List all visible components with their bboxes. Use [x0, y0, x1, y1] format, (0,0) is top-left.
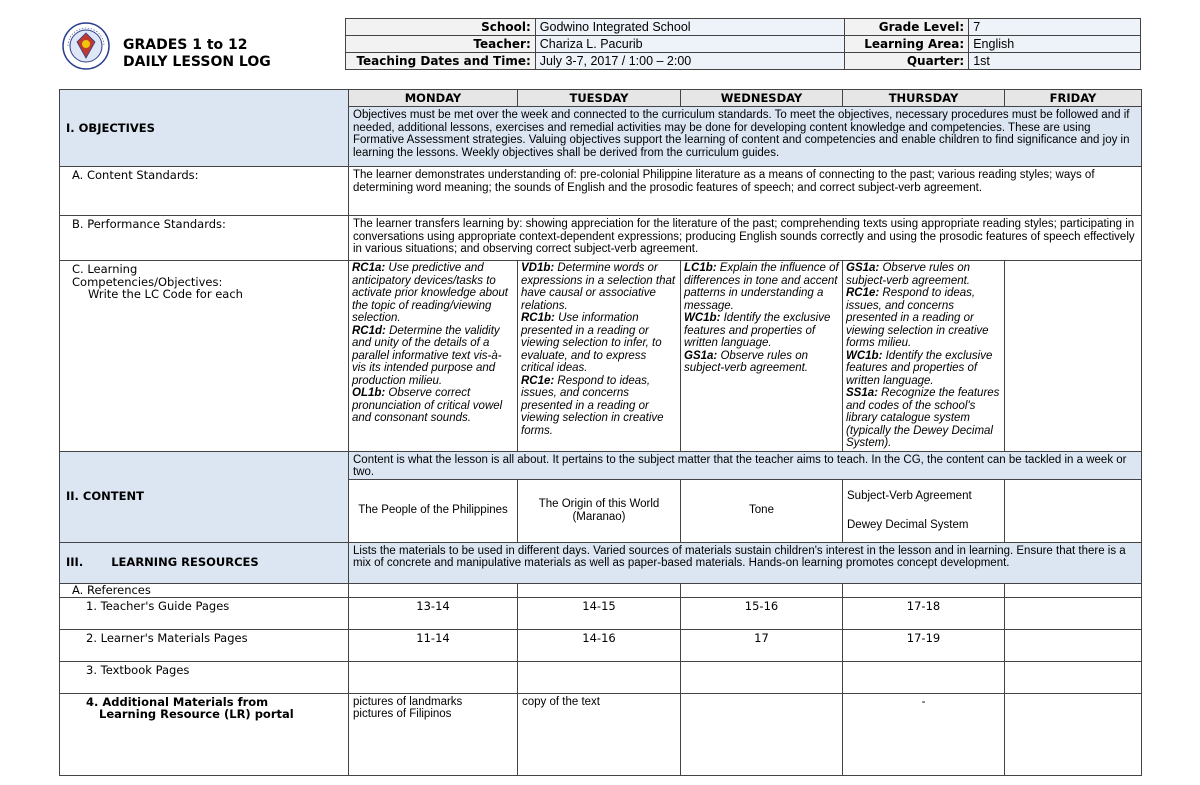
teacher-value: Chariza L. Pacurib: [535, 36, 845, 53]
lc-item: GS1a: Observe rules on subject-verb agreement.: [684, 349, 809, 374]
day-monday: MONDAY: [349, 90, 518, 107]
lc-friday: [1005, 261, 1142, 452]
lesson-log-table: [59, 89, 1142, 776]
teachers-guide-label: 1. Teacher's Guide Pages: [60, 597, 349, 629]
lc-item: LC1b: Explain the influence of differences in tone and accent patterns in understanding a message.: [684, 262, 839, 312]
learning-resources-heading: III. LEARNING RESOURCES: [60, 542, 349, 583]
additional-materials-monday-1: pictures of landmarks: [353, 695, 463, 708]
header-info-table: [345, 18, 1141, 70]
textbook-wednesday: [681, 661, 843, 693]
school-value: Godwino Integrated School: [535, 19, 845, 36]
learning-resources-description: Lists the materials to be used in different days. Varied sources of materials sustain children's interest in the lesson and in learning. Ensure that there is a mix of concrete and manipulative materials as well as paper-based materials. Hands-on learning promotes concept development.: [349, 542, 1142, 583]
additional-materials-monday-2: pictures of Filipinos: [353, 708, 452, 720]
teachers-guide-monday: 13-14: [349, 597, 518, 629]
lc-item: RC1e: Respond to ideas, issues, and concerns presented in a reading or viewing selection in creative forms.: [521, 374, 664, 437]
school-label: School:: [346, 19, 536, 36]
additional-materials-wednesday: [681, 693, 843, 775]
teaching-dates-value: July 3-7, 2017 / 1:00 – 2:00: [535, 53, 845, 70]
lc-wednesday: [681, 261, 843, 452]
grade-level-value: 7: [969, 19, 1141, 36]
teachers-guide-thursday: 17-18: [843, 597, 1005, 629]
textbook-friday: [1005, 661, 1142, 693]
content-friday: [1005, 479, 1142, 542]
performance-standards-label: B. Performance Standards:: [60, 216, 349, 261]
lc-item: RC1a: Use predictive and anticipatory devices/tasks to activate prior knowledge about the topic of reading/viewing selection.: [352, 262, 508, 324]
content-thursday-topic2: Dewey Decimal System: [847, 518, 969, 531]
teacher-label: Teacher:: [346, 36, 536, 53]
lc-item: WC1b: Identify the exclusive features and properties of written language.: [846, 349, 993, 387]
content-thursday: [843, 479, 1005, 542]
lc-item: VD1b: Determine words or expressions in a selection that have causal or associative relations.: [521, 262, 676, 312]
teachers-guide-friday: [1005, 597, 1142, 629]
textbook-thursday: [843, 661, 1005, 693]
content-thursday-topic1: Subject-Verb Agreement: [847, 490, 972, 502]
grade-level-label: Grade Level:: [845, 19, 969, 36]
lc-item: GS1a: Observe rules on subject-verb agreement.: [846, 262, 971, 287]
references-label: A. References: [60, 583, 349, 597]
learners-materials-thursday: 17-19: [843, 629, 1005, 661]
lc-item: OL1b: Observe correct pronunciation of critical vowel and consonant sounds.: [352, 387, 503, 424]
textbook-monday: [349, 661, 518, 693]
lc-item: RC1b: Use information presented in a reading or viewing selection to infer, to evaluate, and to express critical ideas.: [521, 312, 662, 374]
objectives-description: Objectives must be met over the week and connected to the curriculum standards. To meet the objectives, necessary procedures must be followed and if needed, additional lessons, exercises and remedial activities may be done for developing content knowledge and competencies. These are using Formative Assessment strategies. Valuing objectives support the learning of content and competencies and enable children to find significance and joy in learning the lessons. Weekly objectives shall be derived from the curriculum guides.: [349, 107, 1142, 167]
content-tuesday: The Origin of this World (Maranao): [518, 479, 681, 542]
references-tue: [518, 583, 681, 597]
teachers-guide-wednesday: 15-16: [681, 597, 843, 629]
learners-materials-wednesday: 17: [681, 629, 843, 661]
additional-materials-monday: [349, 693, 518, 775]
references-fri: [1005, 583, 1142, 597]
content-heading: II. CONTENT: [60, 451, 349, 542]
day-wednesday: WEDNESDAY: [681, 90, 843, 107]
quarter-label: Quarter:: [845, 53, 969, 70]
quarter-value: 1st: [969, 53, 1141, 70]
lc-item: RC1e: Respond to ideas, issues, and concerns presented in a reading or viewing selection in creative forms milieu.: [846, 287, 989, 349]
lc-item: RC1d: Determine the validity and unity of the details of a parallel informative text vis-à-vis its intended purpose and production milieu.: [352, 324, 502, 387]
additional-materials-friday: [1005, 693, 1142, 775]
form-title-line2: DAILY LESSON LOG: [123, 54, 271, 70]
references-thu: [843, 583, 1005, 597]
learning-area-label: Learning Area:: [845, 36, 969, 53]
content-standards-label: A. Content Standards:: [60, 167, 349, 216]
lc-item: WC1b: Identify the exclusive features and properties of written language.: [684, 312, 831, 349]
learners-materials-friday: [1005, 629, 1142, 661]
lc-thursday: [843, 261, 1005, 452]
deped-seal-icon: [62, 22, 110, 70]
additional-materials-thursday: -: [843, 693, 1005, 775]
day-tuesday: TUESDAY: [518, 90, 681, 107]
day-thursday: THURSDAY: [843, 90, 1005, 107]
learners-materials-monday: 11-14: [349, 629, 518, 661]
lc-monday: [349, 261, 518, 452]
content-monday: The People of the Philippines: [349, 479, 518, 542]
learners-materials-label: 2. Learner's Materials Pages: [60, 629, 349, 661]
textbook-pages-label: 3. Textbook Pages: [60, 661, 349, 693]
textbook-tuesday: [518, 661, 681, 693]
content-description: Content is what the lesson is all about. It pertains to the subject matter that the teacher aims to teach. In the CG, the content can be tackled in a week or two.: [349, 451, 1142, 479]
lc-code-note: Write the LC Code for each: [88, 287, 243, 301]
references-wed: [681, 583, 843, 597]
content-wednesday: Tone: [681, 479, 843, 542]
learning-competencies-label: C. Learning Competencies/Objectives:: [72, 262, 223, 289]
form-title-line1: GRADES 1 to 12: [123, 37, 248, 53]
day-friday: FRIDAY: [1005, 90, 1142, 107]
additional-materials-label-line1: 4. Additional Materials from: [86, 694, 269, 709]
references-mon: [349, 583, 518, 597]
teachers-guide-tuesday: 14-15: [518, 597, 681, 629]
lc-item: SS1a: Recognize the features and codes of the school's library catalogue system (typically the Dewey Decimal System).: [846, 387, 1000, 449]
objectives-heading: I. OBJECTIVES: [60, 90, 349, 167]
learning-competencies-cell: [60, 261, 349, 452]
additional-materials-label: [60, 693, 349, 775]
performance-standards-text: The learner transfers learning by: showing appreciation for the literature of the past; comprehending texts using appropriate reading styles; participating in conversations using appropriate context-dependent expressions; producing English sounds correctly and using the prosodic features of speech effectively in various situations; and observing correct subject-verb agreement.: [349, 216, 1142, 261]
learning-area-value: English: [969, 36, 1141, 53]
teaching-dates-label: Teaching Dates and Time:: [346, 53, 536, 70]
additional-materials-tuesday: copy of the text: [518, 693, 681, 775]
additional-materials-label-line2: Learning Resource (LR) portal: [99, 707, 294, 721]
content-standards-text: The learner demonstrates understanding of: pre-colonial Philippine literature as a means of connecting to the past; various reading styles; ways of determining word meaning; the sounds of English and the prosodic features of speech; and correct subject-verb agreement.: [349, 167, 1142, 216]
lc-tuesday: [518, 261, 681, 452]
form-title: [123, 37, 271, 71]
learners-materials-tuesday: 14-16: [518, 629, 681, 661]
